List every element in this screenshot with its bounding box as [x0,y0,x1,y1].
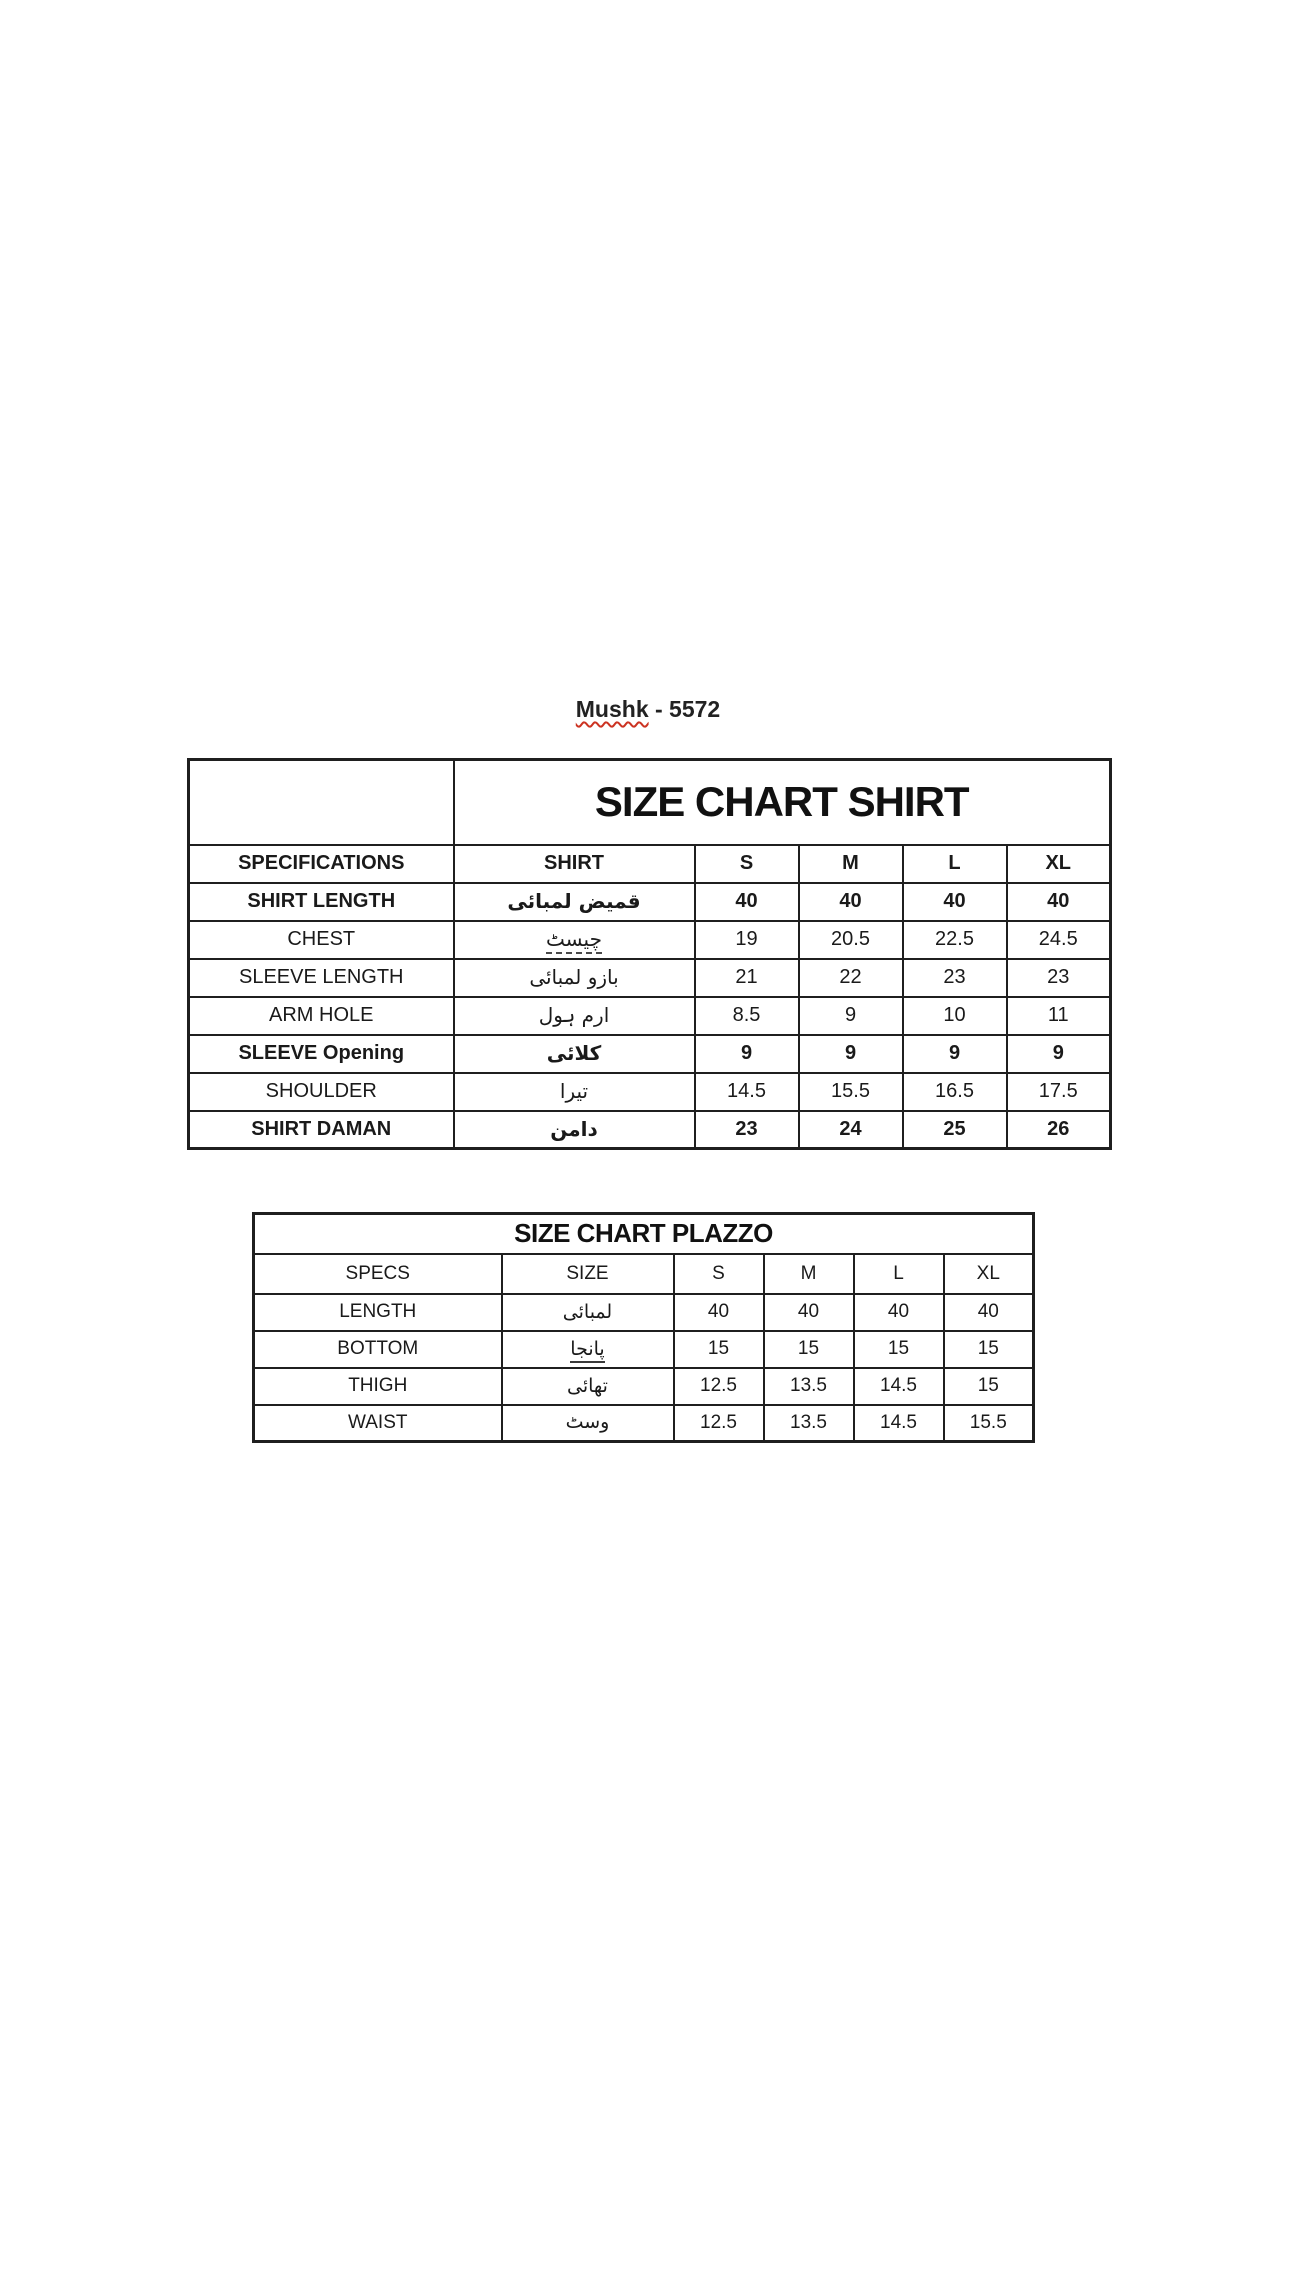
urdu-label-text: ارم ہول [538,1003,610,1027]
shirt-table-title-cell [454,760,1111,845]
urdu-label-text: تھائی [567,1374,608,1397]
spec-label [189,883,454,921]
size-value-text: 15 [887,1338,910,1359]
size-value-text: 12.5 [700,1375,737,1396]
size-value-text: 26 [1047,1117,1070,1140]
product-name: Mushk [575,696,649,722]
size-value-text: 23 [943,966,966,988]
shirt-size-table [187,758,1112,1150]
spec-label [254,1405,502,1442]
size-value [854,1368,944,1405]
size-value-text: 15 [977,1338,999,1359]
size-value-text: 14.5 [880,1411,917,1433]
spec-label [254,1294,502,1331]
product-code: - 5572 [648,696,721,722]
spec-label-text: ARM HOLE [269,1004,374,1026]
size-value [674,1294,764,1331]
size-value-text: 23 [1047,966,1070,988]
size-value [1007,1035,1111,1073]
size-value [674,1368,764,1405]
size-value-text: 24 [839,1117,862,1140]
table-row [189,883,1111,921]
urdu-label-text: تیرا [559,1079,589,1103]
column-header-specs: SPECS [254,1254,502,1294]
size-value-text: 15 [977,1375,999,1396]
table-row [254,1294,1034,1331]
spec-label [189,1111,454,1149]
column-header-m: M [764,1254,854,1294]
size-value-text: 16.5 [935,1080,974,1102]
plazzo-size-table [252,1212,1035,1443]
spec-label [189,1035,454,1073]
size-value-text: 10 [943,1004,966,1026]
size-value [1007,997,1111,1035]
spec-label-text: SHOULDER [265,1080,377,1102]
urdu-label-text: قمیض لمبائی [507,889,641,913]
size-value [674,1405,764,1442]
size-value [944,1331,1034,1368]
size-value [695,1073,799,1111]
urdu-label-text: پانجا [570,1338,604,1363]
size-value [854,1331,944,1368]
size-value-text: 9 [740,1042,753,1064]
urdu-label-text: چیسٹ [546,927,602,954]
shirt-table-header-row [189,845,1111,883]
size-value [764,1294,854,1331]
spec-label-text: BOTTOM [337,1338,419,1359]
size-value [903,883,1007,921]
urdu-label-text: لمبائی [562,1300,613,1323]
size-value [944,1368,1034,1405]
urdu-label [454,959,695,997]
urdu-label [502,1331,674,1368]
urdu-label [502,1368,674,1405]
plazzo-table-title: SIZE CHART PLAZZO [514,1218,773,1249]
urdu-label [454,921,695,959]
shirt-table-title: SIZE CHART SHIRT [594,778,969,826]
size-value-text: 15 [797,1338,820,1359]
size-value [764,1368,854,1405]
size-value [695,883,799,921]
urdu-label [454,1111,695,1149]
size-value [903,1035,1007,1073]
urdu-label [454,883,695,921]
size-value-text: 9 [948,1042,961,1064]
size-value-text: 14.5 [880,1375,917,1396]
plazzo-table-header-row [254,1254,1034,1294]
size-value-text: 20.5 [831,928,870,950]
size-value [903,959,1007,997]
size-value [674,1331,764,1368]
column-header-xl: XL [944,1254,1034,1294]
spec-label [189,1073,454,1111]
table-row [189,1073,1111,1111]
urdu-label-text: کلائی [546,1041,602,1065]
column-header-s: S [674,1254,764,1294]
urdu-label [502,1294,674,1331]
plazzo-table-title-row [254,1214,1034,1254]
size-value-text: 9 [844,1042,857,1064]
urdu-label-text: دامن [550,1116,598,1141]
spec-label-text: WAIST [348,1411,408,1433]
size-value-text: 15.5 [831,1080,870,1102]
size-value [695,959,799,997]
size-value [1007,959,1111,997]
spec-label-text: SLEEVE Opening [238,1042,405,1064]
size-value-text: 9 [1052,1042,1064,1064]
column-header-shirt: SHIRT [454,845,695,883]
size-value [944,1405,1034,1442]
urdu-label [454,1073,695,1111]
urdu-label [454,997,695,1035]
spec-label [254,1368,502,1405]
size-value-text: 25 [943,1117,966,1140]
urdu-label-text: وسٹ [565,1411,610,1434]
table-row [189,1035,1111,1073]
spec-label [189,921,454,959]
column-header-xl: XL [1007,845,1111,883]
column-header-size: SIZE [502,1254,674,1294]
table-row [254,1331,1034,1368]
plazzo-table-title-cell [254,1214,1034,1254]
size-value-text: 8.5 [732,1004,761,1026]
spec-label [189,959,454,997]
column-header-s: S [695,845,799,883]
size-value-text: 40 [943,890,966,912]
size-value-text: 15 [707,1338,730,1359]
shirt-table-title-row [189,760,1111,845]
size-value [854,1405,944,1442]
size-value [903,1073,1007,1111]
size-value [799,1073,903,1111]
spec-label-text: SHIRT DAMAN [251,1117,392,1140]
size-value [799,997,903,1035]
urdu-label [454,1035,695,1073]
spec-label-text: SHIRT LENGTH [247,890,396,912]
size-value [944,1294,1034,1331]
size-value-text: 24.5 [1038,928,1078,950]
size-value-text: 23 [735,1117,758,1140]
size-value [903,921,1007,959]
size-value [695,1111,799,1149]
size-value [764,1331,854,1368]
product-title [187,696,1109,723]
spec-label-text: LENGTH [339,1301,417,1322]
size-value [799,959,903,997]
size-value [903,997,1007,1035]
size-value-text: 13.5 [790,1375,827,1396]
size-value-text: 17.5 [1038,1080,1078,1102]
table-row [189,921,1111,959]
size-value-text: 13.5 [790,1411,827,1433]
column-header-l: L [903,845,1007,883]
size-value [695,1035,799,1073]
size-value-text: 40 [735,890,758,912]
size-value-text: 22.5 [935,928,974,950]
column-header-m: M [799,845,903,883]
column-header-l: L [854,1254,944,1294]
table-row [189,997,1111,1035]
size-value-text: 40 [797,1301,820,1322]
size-value [1007,1111,1111,1149]
size-value-text: 40 [707,1301,730,1322]
table-row [254,1405,1034,1442]
size-value [695,997,799,1035]
urdu-label-text: بازو لمبائی [529,965,619,989]
size-value-text: 15.5 [969,1411,1007,1433]
size-value [1007,921,1111,959]
size-value-text: 11 [1047,1004,1069,1026]
size-value-text: 40 [977,1301,999,1322]
table-row [189,1111,1111,1149]
column-header-specifications: SPECIFICATIONS [189,845,454,883]
urdu-label [502,1405,674,1442]
table-row [189,959,1111,997]
size-value [1007,1073,1111,1111]
spec-label-text: SLEEVE LENGTH [238,966,404,988]
size-value-text: 40 [887,1301,910,1322]
spec-label-text: CHEST [287,928,356,950]
table-row [254,1368,1034,1405]
size-value [1007,883,1111,921]
size-value-text: 22 [839,966,862,988]
size-value [764,1405,854,1442]
size-value [799,883,903,921]
spec-label [254,1331,502,1368]
size-value [799,1035,903,1073]
size-value [903,1111,1007,1149]
spec-label-text: THIGH [348,1375,408,1396]
size-value [799,1111,903,1149]
size-value [854,1294,944,1331]
size-value-text: 40 [1047,890,1070,912]
size-value-text: 12.5 [700,1411,737,1433]
size-value [695,921,799,959]
size-value-text: 21 [735,966,758,988]
size-value [799,921,903,959]
size-value-text: 19 [735,928,758,950]
spec-label [189,997,454,1035]
size-value-text: 9 [844,1004,857,1026]
empty-corner-cell [189,760,454,845]
size-value-text: 40 [839,890,862,912]
size-value-text: 14.5 [727,1080,766,1102]
